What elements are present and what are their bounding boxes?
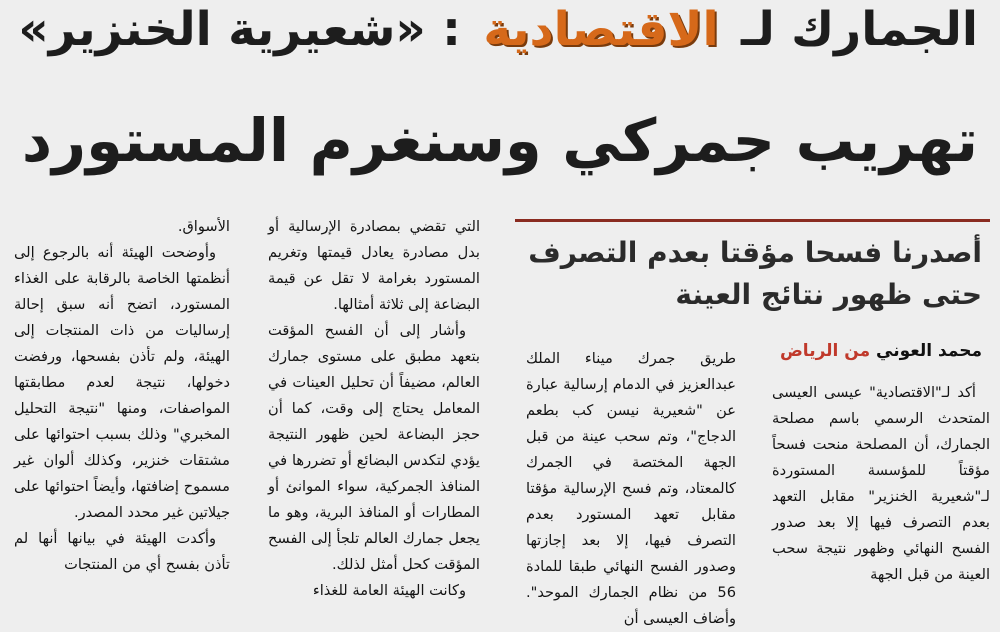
headline-line-2: تهريب جمركي وسنغرم المستورد [21, 106, 978, 175]
column-paragraph: وكانت الهيئة العامة للغذاء [312, 582, 466, 599]
headline-end: : «شعيرية الخنزير» [18, 2, 461, 57]
column-paragraph: التي تقضي بمصادرة الإرسالية أو بدل مصادرة يعادل قيمتها وتغريم المستورد بغرامة لا تقل عن قيمة البضاعة إلى ثلاثة أمثالها. [268, 218, 480, 313]
byline-city: من الرياض [779, 341, 871, 361]
subheadline: أصدرنا فسحا مؤقتا بعدم التصرف حتى ظهور نتائج العينة [528, 236, 982, 311]
byline-author: محمد العوني [876, 341, 982, 361]
column-paragraph: وأكدت الهيئة في بيانها أنها لم تأذن بفسح أي من المنتجات [14, 530, 230, 573]
column-paragraph: وأوضحت الهيئة أنه بالرجوع إلى أنظمتها الخاصة بالرقابة على الغذاء المستورد، اتضح أنه سبق إحالة إرساليات من ذات المنتجات إلى الهيئة، ولم تأذن بفسحها، ورفضت دخولها، نتيجة لعدم مطابقتها المواصفات، ومنها "نتيجة التحليل المخبري" وذلك بسبب احتوائها على مشتقات خنزير، وكذلك ألوان غير مسموح إضافتها، وأيضاً احتوائها على جيلاتين غير محدد المصدر. [14, 244, 230, 521]
subhead-top-rule [515, 219, 990, 222]
headline-start: الجمارك لـ [741, 2, 978, 57]
column-paragraph: طريق جمرك ميناء الملك عبدالعزيز في الدمام إرسالية عبارة عن "شعيرية نيسن كب بطعم الدجاج"، وتم سحب عينة من قبل الجهة المختصة في الجمرك كالمعتاد، وتم فسح الإرسالية مؤقتا مقابل تعهد المستورد بعدم التصرف فيها، إلا بعد إجازتها وصدور الفسح النهائي طبقا للمادة 56 من نظام الجمارك الموحد". وأضاف العيسى أن [526, 350, 736, 627]
article-column-1 [772, 380, 990, 583]
column-paragraph: أكد لـ"الاقتصادية" عيسى العيسى المتحدث الرسمي باسم مصلحة الجمارك، أن المصلحة منحت فسحاً مؤقتاً للمؤسسة المستوردة لـ"شعيرية الخنزير" مقابل التعهد بعدم التصرف فيها إلا بعد صدور الفسح النهائي وظهور نتيجة سحب العينة من قبل الجهة [772, 384, 990, 583]
column-paragraph: الأسواق. [177, 218, 230, 235]
article-column-2 [526, 346, 736, 627]
column-paragraph: وأشار إلى أن الفسح المؤقت بتعهد مطبق على مستوى جمارك العالم، مضيفاً أن تحليل العينات في المعامل يحتاج إلى وقت، كما أن حجز البضاعة لحين ظهور النتيجة يؤدي لتكدس البضائع أو تضررها في المنافذ الجمركية، سواء الموانئ أو المطارات أو المنافذ البرية، وهو ما يجعل جمارك العالم تلجأ إلى الفسح المؤقت كحل أمثل لذلك. [268, 322, 480, 573]
headline-line-1 [18, 2, 978, 57]
article-column-4 [14, 214, 230, 583]
byline [780, 341, 982, 361]
article-column-3 [268, 214, 480, 599]
headline-accent-word: الاقتصادية [483, 2, 719, 57]
